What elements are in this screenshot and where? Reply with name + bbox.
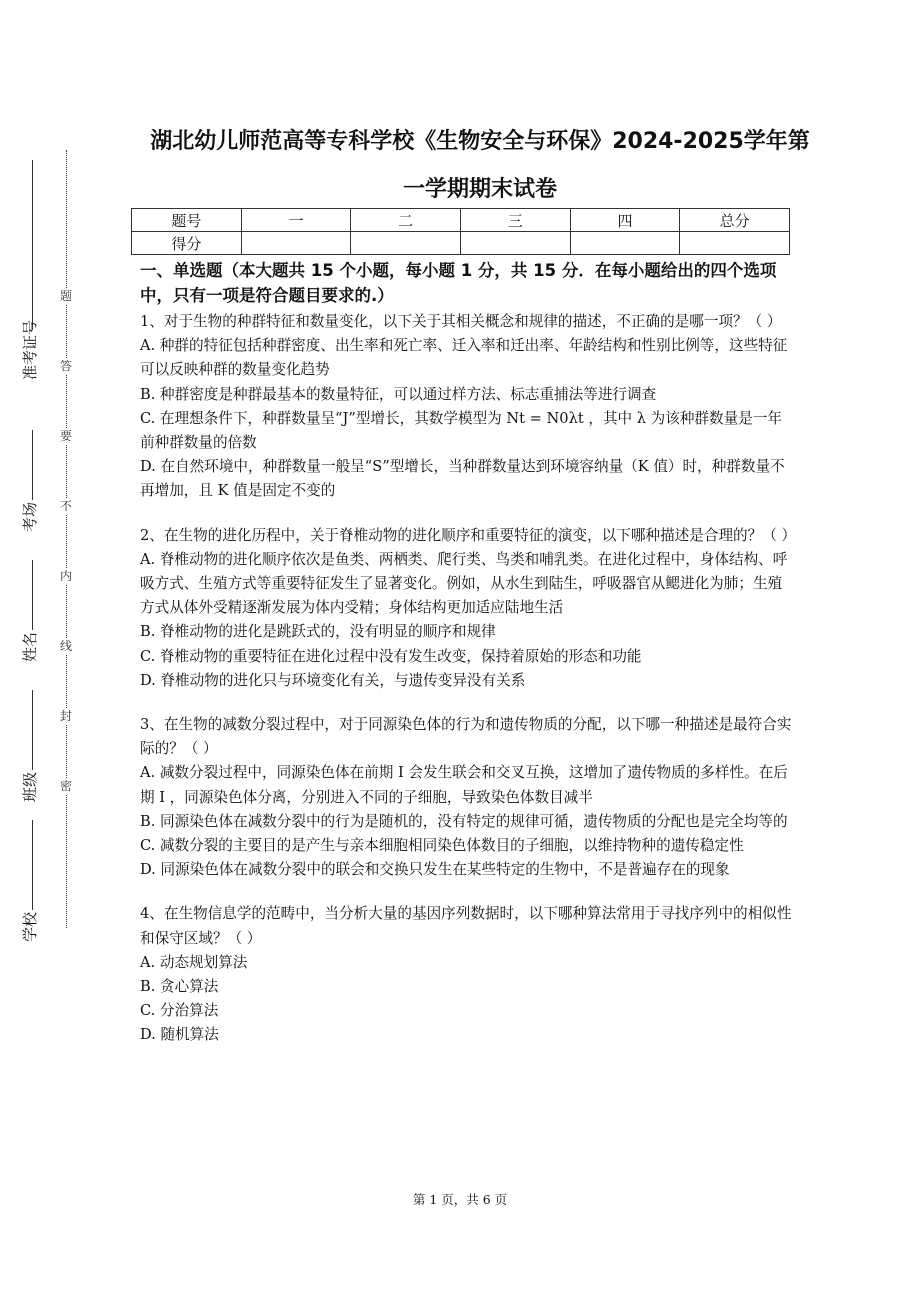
question — [140, 902, 792, 1047]
seal-char: 线 — [59, 639, 72, 653]
option: A. 减数分裂过程中，同源染色体在前期 Ⅰ 会发生联会和交叉互换，这增加了遗传物质的多样性。在后期 Ⅰ ，同源染色体分离，分别进入不同的子细胞，导致染色体数目减半 — [140, 764, 788, 806]
option: D. 在自然环境中，种群数量一般呈“S”型增长，当种群数量达到环境容纳量（K 值）时，种群数量不再增加，且 K 值是固定不变的 — [140, 458, 785, 500]
header-cell: 题号 — [132, 209, 242, 232]
field-exam-number: 准考证号 — [18, 160, 42, 420]
question-stem: 4、在生物信息学的范畴中，当分析大量的基因序列数据时，以下哪种算法常用于寻找序列中的相似性和保守区域？（ ） — [140, 905, 792, 947]
header-cell: 一 — [241, 209, 351, 232]
seal-char: 封 — [59, 709, 72, 723]
field-exam-room: 考场 — [18, 430, 42, 550]
header-cell: 二 — [351, 209, 461, 232]
field-name: 姓名 — [18, 560, 42, 680]
score-cell[interactable] — [460, 232, 570, 255]
page-footer: 第 1 页，共 6 页 — [412, 1192, 508, 1207]
question — [140, 713, 792, 882]
option: B. 同源染色体在减数分裂中的行为是随机的，没有特定的规律可循，遗传物质的分配也是完全均等的 — [140, 812, 788, 830]
score-table — [131, 208, 790, 255]
score-row-label: 得分 — [132, 232, 242, 255]
exam-title-line-2: 一学期期末试卷 — [402, 177, 557, 202]
option: C. 在理想条件下，种群数量呈“J”型增长，其数学模型为 Nt = N0λt ，其中 λ 为该种群数量是一年前种群数量的倍数 — [140, 409, 782, 452]
option: A. 脊椎动物的进化顺序依次是鱼类、两栖类、爬行类、鸟类和哺乳类。在进化过程中，身体结构、呼吸方式、生殖方式等重要特征发生了显著变化。例如，从水生到陆生，呼吸器官从鳃进化为肺；生殖方式从体外受精逐渐发展为体内受精；身体结构更加适应陆地生活 — [140, 550, 788, 617]
score-cell[interactable] — [570, 232, 680, 255]
seal-line — [66, 150, 67, 928]
seal-char: 答 — [59, 359, 72, 373]
seal-char: 题 — [59, 289, 72, 303]
score-table-header-row — [132, 209, 790, 232]
exam-content — [140, 258, 797, 1068]
exam-title-line-1: 湖北幼儿师范高等专科学校《生物安全与环保》2024-2025学年第 — [150, 129, 810, 154]
header-cell: 三 — [460, 209, 570, 232]
question-stem: 3、在生物的减数分裂过程中，对于同源染色体的行为和遗传物质的分配，以下哪一种描述是最符合实际的？（ ） — [140, 716, 792, 758]
option: D. 同源染色体在减数分裂中的联会和交换只发生在某些特定的生物中，不是普遍存在的现象 — [140, 861, 730, 879]
seal-char: 密 — [59, 779, 72, 793]
option: B. 种群密度是种群最基本的数量特征，可以通过样方法、标志重捕法等进行调查 — [140, 385, 657, 403]
option: B. 脊椎动物的进化是跳跃式的，没有明显的顺序和规律 — [140, 623, 496, 641]
option: C. 脊椎动物的重要特征在进化过程中没有发生改变，保持着原始的形态和功能 — [140, 647, 642, 665]
score-cell[interactable] — [351, 232, 461, 255]
seal-char: 内 — [59, 569, 72, 583]
option: D. 随机算法 — [140, 1026, 219, 1044]
section-heading: 一、单选题（本大题共 15 个小题，每小题 1 分，共 15 分．在每小题给出的四个选项中，只有一项是符合题目要求的.） — [140, 261, 777, 305]
score-table-score-row — [132, 232, 790, 255]
header-cell: 四 — [570, 209, 680, 232]
option: A. 种群的特征包括种群密度、出生率和死亡率、迁入率和迁出率、年龄结构和性别比例等，这些特征可以反映种群的数量变化趋势 — [140, 337, 788, 379]
option: B. 贪心算法 — [140, 978, 219, 996]
option: A. 动态规划算法 — [140, 953, 248, 971]
field-school: 学校 — [18, 820, 42, 950]
question — [140, 524, 797, 693]
seal-char: 要 — [59, 429, 72, 443]
question — [140, 310, 792, 504]
question-stem: 1、对于生物的种群特征和数量变化，以下关于其相关概念和规律的描述，不正确的是哪一项？（ ） — [140, 313, 782, 330]
score-cell[interactable] — [241, 232, 351, 255]
field-class: 班级 — [18, 690, 42, 810]
option: D. 脊椎动物的进化只与环境变化有关，与遗传变异没有关系 — [140, 671, 526, 689]
seal-char: 不 — [59, 499, 72, 513]
option: C. 分治算法 — [140, 1002, 219, 1020]
question-stem: 2、在生物的进化历程中，关于脊椎动物的进化顺序和重要特征的演变，以下哪种描述是合理的？（ ） — [140, 526, 797, 544]
option: C. 减数分裂的主要目的是产生与亲本细胞相同染色体数目的子细胞，以维持物种的遗传稳定性 — [140, 837, 744, 855]
header-cell: 总分 — [680, 209, 790, 232]
score-cell[interactable] — [680, 232, 790, 255]
